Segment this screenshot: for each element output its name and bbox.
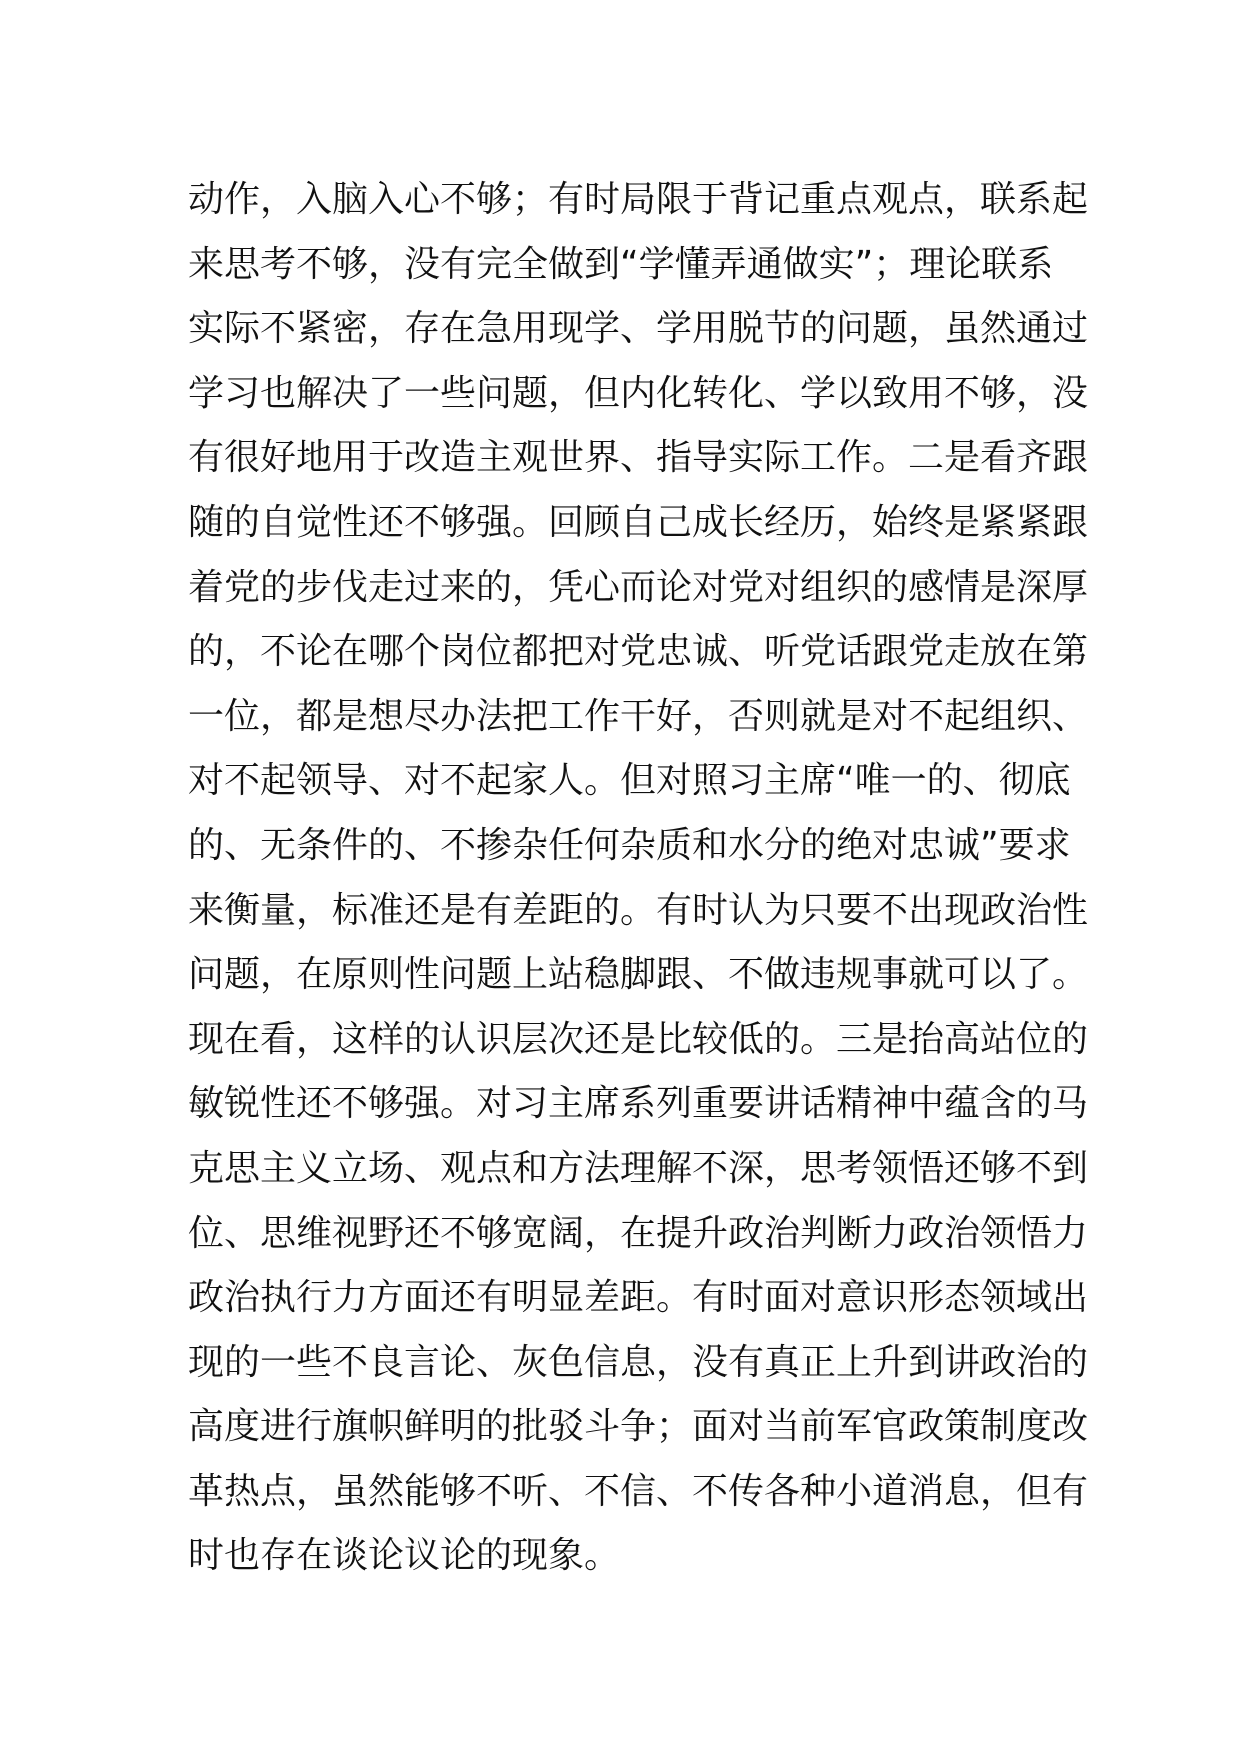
text-line: 着党的步伐走过来的，凭心而论对党对组织的感情是深厚: [188, 566, 1089, 608]
text-line: 随的自觉性还不够强。回顾自己成长经历，始终是紧紧跟: [188, 501, 1089, 543]
text-line: 敏锐性还不够强。对习主席系列重要讲话精神中蕴含的马: [188, 1083, 1089, 1125]
text-line: 的，不论在哪个岗位都把对党忠诚、听党话跟党走放在第: [188, 631, 1089, 673]
text-line: 时也存在谈论议论的现象。: [188, 1535, 621, 1577]
text-line: 革热点，虽然能够不听、不信、不传各种小道消息，但有: [188, 1470, 1089, 1512]
text-line: 的、无条件的、不掺杂任何杂质和水分的绝对忠诚”要求: [188, 824, 1071, 866]
text-line: 有很好地用于改造主观世界、指导实际工作。二是看齐跟: [188, 437, 1089, 479]
text-line: 动作，入脑入心不够；有时局限于背记重点观点，联系起: [188, 179, 1089, 220]
text-line: 来思考不够，没有完全做到“学懂弄通做实”；理论联系: [188, 243, 1054, 285]
text-line: 学习也解决了一些问题，但内化转化、学以致用不够，没: [188, 372, 1089, 414]
text-line: 克思主义立场、观点和方法理解不深，思考领悟还够不到: [188, 1147, 1089, 1189]
text-line: 实际不紧密，存在急用现学、学用脱节的问题，虽然通过: [188, 308, 1089, 350]
text-line: 位、思维视野还不够宽阔，在提升政治判断力政治领悟力: [188, 1212, 1089, 1254]
text-line: 一位，都是想尽办法把工作干好，否则就是对不起组织、: [188, 695, 1089, 737]
text-line: 现在看，这样的认识层次还是比较低的。三是抬高站位的: [188, 1018, 1089, 1060]
text-line: 对不起领导、对不起家人。但对照习主席“唯一的、彻底: [188, 760, 1071, 802]
text-line: 问题，在原则性问题上站稳脚跟、不做违规事就可以了。: [188, 954, 1089, 996]
text-line: 现的一些不良言论、灰色信息，没有真正上升到讲政治的: [188, 1341, 1089, 1383]
text-line: 来衡量，标准还是有差距的。有时认为只要不出现政治性: [188, 889, 1089, 931]
body-paragraph: [188, 168, 1089, 1589]
text-line: 政治执行力方面还有明显差距。有时面对意识形态领域出: [188, 1277, 1089, 1319]
text-line: 高度进行旗帜鲜明的批驳斗争；面对当前军官政策制度改: [188, 1406, 1089, 1448]
